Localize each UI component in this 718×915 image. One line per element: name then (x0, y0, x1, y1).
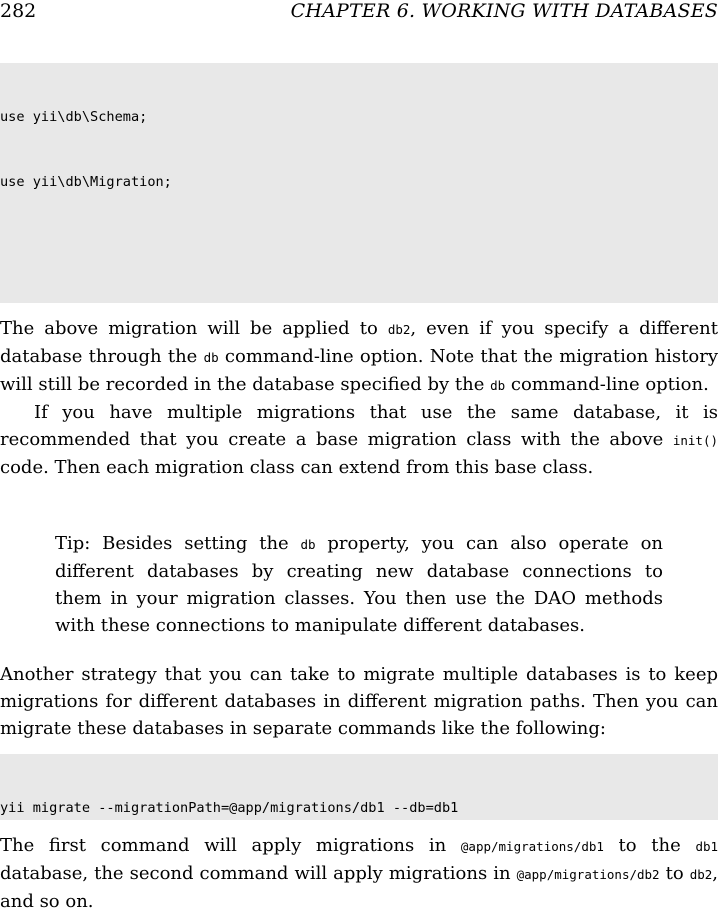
body-text-lower (0, 832, 718, 915)
paragraph-migration-paths: Another strategy that you can take to migrate multiple databases is to keep migrations for different databases in different migration paths. Then you can migrate these databases in separate commands like the following: (0, 661, 718, 742)
body-text-upper (0, 315, 718, 481)
inline-code: db (204, 350, 219, 365)
inline-code: @app/migrations/db1 (461, 839, 604, 854)
page-number: 282 (0, 0, 36, 22)
tip-text: Tip: Besides setting the db property, you can also operate on different databases by creating new database connections to them in your migration classes. You then use the DAO methods with these connections to manipulate different databases. (55, 530, 663, 639)
code-line (0, 237, 718, 259)
inline-code: db (490, 378, 505, 393)
inline-code: db2 (388, 322, 411, 337)
inline-code: @app/migrations/db2 (517, 867, 660, 882)
code-line: yii migrate --migrationPath=@app/migrations/db1 --db=db1 (0, 798, 718, 820)
code-block-commands (0, 754, 718, 820)
tip-box (55, 530, 663, 639)
code-block-migration (0, 63, 718, 303)
inline-code: db1 (695, 839, 718, 854)
code-line: use yii\db\Migration; (0, 172, 718, 194)
page-header (0, 0, 718, 24)
inline-code: db (301, 537, 316, 552)
body-text-middle (0, 661, 718, 742)
paragraph-migration-db: The above migration will be applied to db2, even if you specify a different database through the db command-line option. Note that the migration history will still be recorded in the database specified by the db command-line option. (0, 315, 718, 399)
code-line: use yii\db\Schema; (0, 107, 718, 129)
inline-code: db2 (690, 867, 713, 882)
paragraph-base-migration: If you have multiple migrations that use the same database, it is recommended that you create a base migration class with the above init() code. Then each migration class can extend from this base class. (0, 399, 718, 481)
running-head: CHAPTER 6. WORKING WITH DATABASES (291, 0, 718, 22)
paragraph-commands-explained: The first command will apply migrations in @app/migrations/db1 to the db1 database, the second command will apply migrations in @app/migrations/db2 to db2, and so on. (0, 832, 718, 915)
inline-code: init() (673, 433, 718, 448)
